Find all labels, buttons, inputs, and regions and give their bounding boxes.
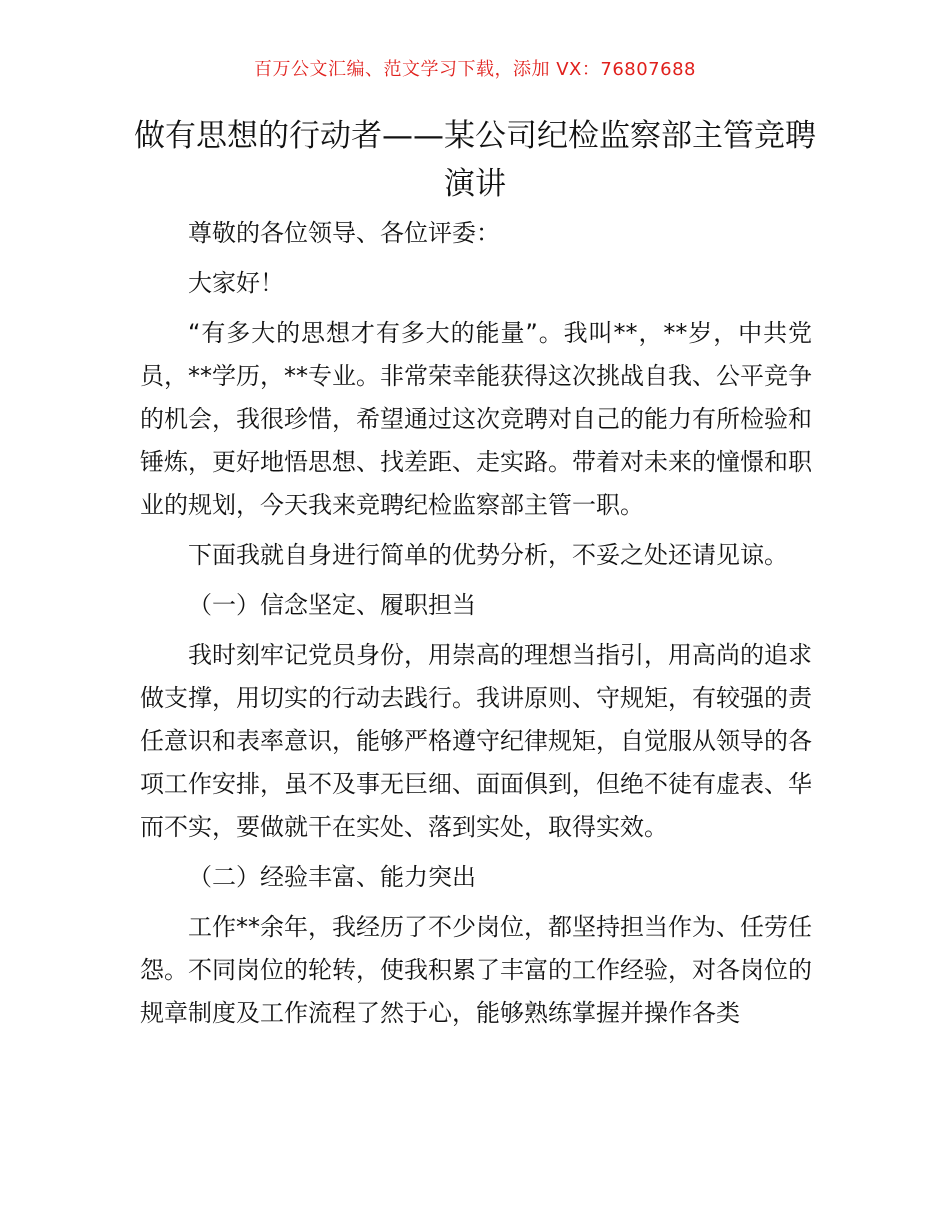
section-heading: （二）经验丰富、能力突出 [188, 863, 476, 891]
greeting: 大家好！ [188, 269, 284, 297]
section-heading: （一）信念坚定、履职担当 [188, 591, 476, 619]
body-paragraph: “有多大的思想才有多大的能量”。我叫**，**岁，中共党员，**学历，**专业。非常荣幸能获得这次挑战自我、公平竞争的机会，我很珍惜，希望通过这次竞聘对自己的能力有所检验和锤炼，更好地悟思想、找差距、走实路。带着对未来的憧憬和职业的规划，今天我来竞聘纪检监察部主管一职。 [140, 319, 812, 519]
salutation: 尊敬的各位领导、各位评委： [188, 219, 500, 247]
body-paragraph: 我时刻牢记党员身份，用崇高的理想当指引，用高尚的追求做支撑，用切实的行动去践行。我讲原则、守规矩，有较强的责任意识和表率意识，能够严格遵守纪律规矩，自觉服从领导的各项工作安排，虽不及事无巨细、面面俱到，但绝不徒有虚表、华而不实，要做就干在实处、落到实处，取得实效。 [140, 641, 812, 841]
body-paragraph: 下面我就自身进行简单的优势分析，不妥之处还请见谅。 [188, 541, 788, 569]
body-paragraph: 工作**余年，我经历了不少岗位，都坚持担当作为、任劳任怨。不同岗位的轮转，使我积累了丰富的工作经验，对各岗位的规章制度及工作流程了然于心，能够熟练掌握并操作各类 [140, 913, 812, 1027]
header-banner: 百万公文汇编、范文学习下载，添加 VX：76807688 [254, 59, 696, 80]
page-title: 做有思想的行动者——某公司纪检监察部主管竞聘演讲 [134, 118, 816, 202]
document-body [140, 212, 812, 1042]
